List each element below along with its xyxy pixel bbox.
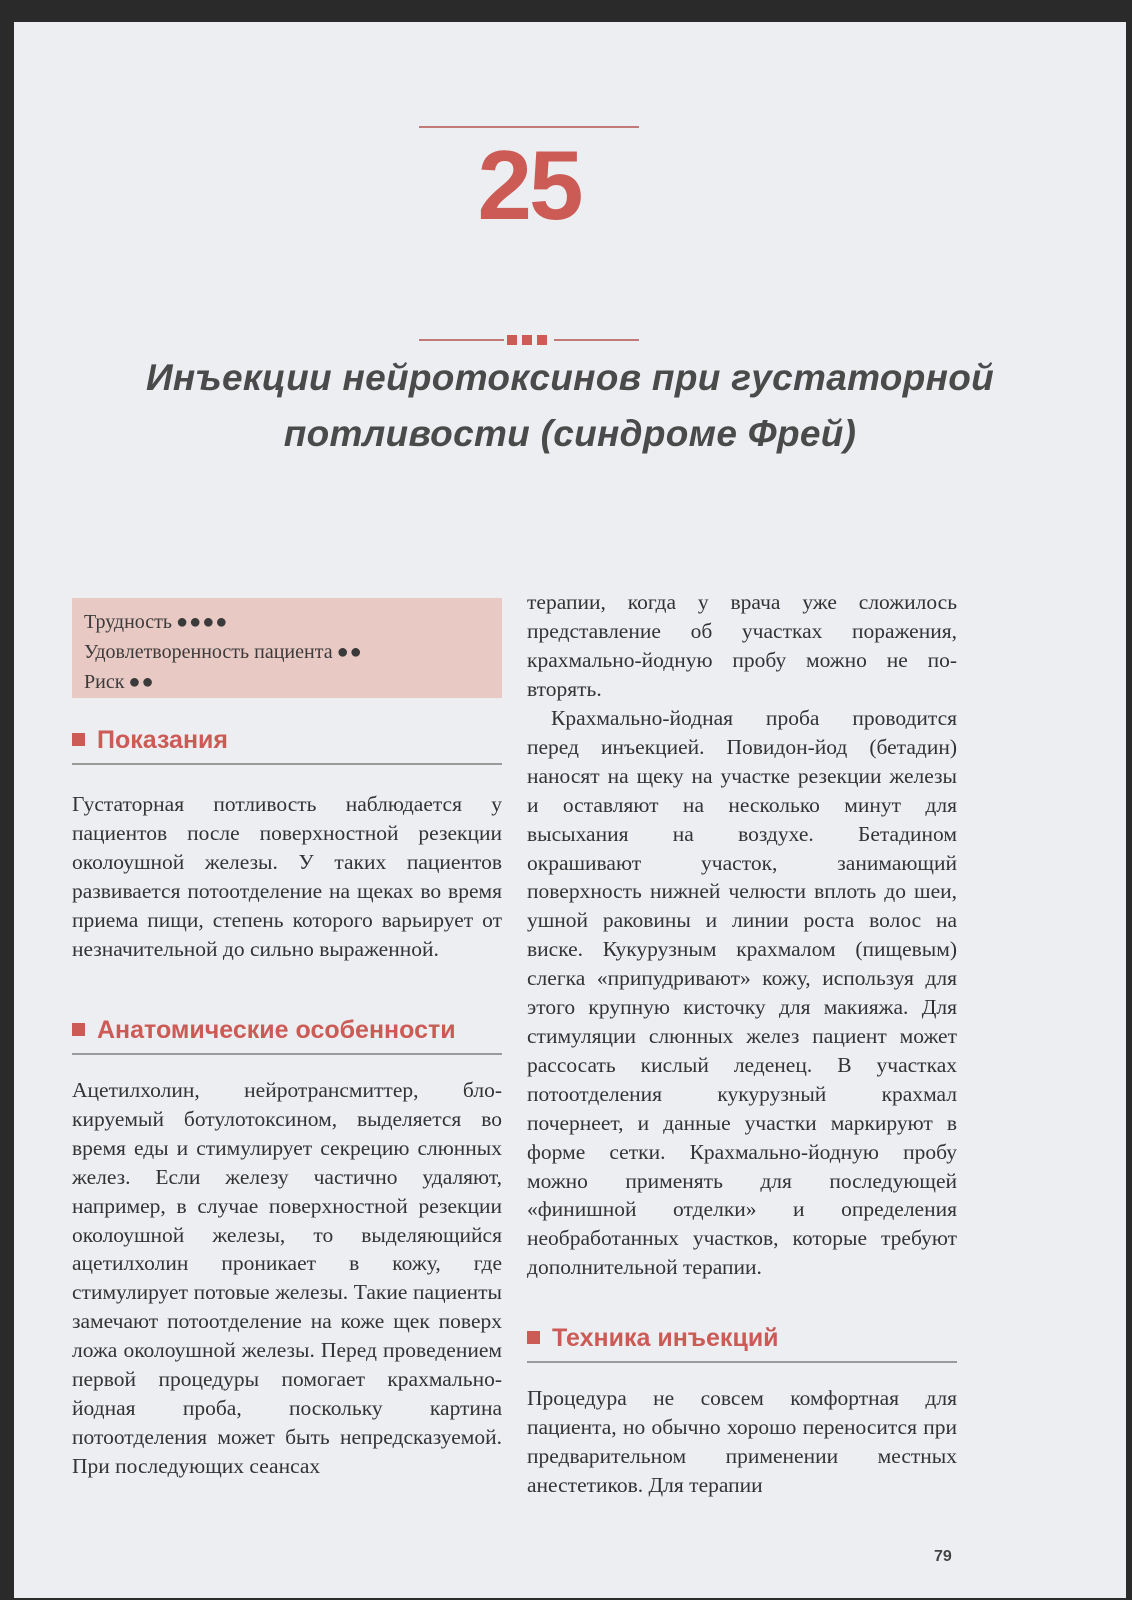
- section-heading-anatomy: [72, 1016, 502, 1055]
- square-ornament: [507, 335, 517, 345]
- satisfaction-label: Удовлетворенность пациента: [84, 641, 333, 663]
- satisfaction-dots: ●●: [336, 641, 363, 663]
- chapter-title: [14, 350, 1126, 462]
- square-ornament: [522, 335, 532, 345]
- book-page: [14, 22, 1126, 1598]
- difficulty-dots: ●●●●: [176, 611, 229, 633]
- square-bullet-icon: [72, 733, 85, 746]
- section-heading-indications: [72, 726, 502, 765]
- chapter-title-line-1: Инъекции нейротоксинов при густаторной: [145, 357, 995, 398]
- difficulty-rating: [84, 607, 228, 637]
- rating-box: [72, 598, 502, 698]
- square-bullet-icon: [527, 1331, 540, 1344]
- paragraph-anatomy-continued: терапии, когда у врача уже сложилось представление об участках поражения, крахмально-йодную пробу можно не повторять.: [527, 590, 957, 701]
- chapter-rule-top: [419, 126, 639, 128]
- paragraph-technique: Процедура не совсем комфортная для пациента, но обычно хорошо переносится при предварительном применении местных анестетиков. Для терапии: [527, 1386, 957, 1497]
- paragraph-starch-test: Крахмально-йодная проба проводится перед инъекцией. Повидон-йод (бетадин) наносят на щеку на участке резекции железы и оставляют на несколько минут для высыхания на воздухе. Бетадином окрашивают участок, занимающий поверхность нижней челюсти вплоть до шеи, ушной раковины и линии роста волос на виске. Кукурузным крахмалом (пищевым) слегка «припудривают» кожу, используя для этого крупную кисточку для макияжа. Для стимуляции слюнных желез пациент может рассосать кислый леденец. В участках потоотделения кукурузный крахмал почернеет, и данные участки маркируют в форме сетки. Крахмально-йодную пробу можно применять для последующей «финишной отделки» и определения необработанных участков, которые требуют дополнительной терапии.: [527, 706, 957, 1280]
- section-heading-text: Техника инъекций: [552, 1324, 779, 1352]
- paragraph-indications: Густаторная потливость наблюдается у пациентов после поверхностной резекции околоушной железы. У таких пациентов развивается потоотделение на щеках во время приема пищи, степень которого варьирует от незначительной до сильно выраженной.: [72, 792, 502, 961]
- square-bullet-icon: [72, 1023, 85, 1036]
- chapter-number: 25: [477, 130, 581, 240]
- risk-label: Риск: [84, 671, 125, 693]
- square-ornament: [537, 335, 547, 345]
- risk-rating: [84, 667, 155, 697]
- difficulty-label: Трудность: [84, 611, 173, 633]
- satisfaction-rating: [84, 637, 363, 667]
- section-heading-text: Анатомические особенности: [97, 1016, 456, 1044]
- risk-dots: ●●: [128, 671, 155, 693]
- page-number: 79: [934, 1548, 952, 1565]
- section-heading-text: Показания: [97, 726, 229, 754]
- section-heading-technique: [527, 1324, 957, 1363]
- chapter-marker: [419, 126, 639, 266]
- paragraph-anatomy: Ацетилхолин, нейротрансмиттер, блокируемый ботулотоксином, выделяется во время еды и стимулирует секрецию слюнных желез. Если железу частично удаляют, например, в случае поверхностной резекции околоушной железы, то выделяющийся ацетилхолин проникает в кожу, где стимулирует потовые железы. Такие пациенты замечают потоотделение на коже щек поверх ложа околоушной железы. Перед проведением первой процедуры помогает крахмально-йодная проба, поскольку картина потоотделения может быть непредсказуемой. При последующих сеансах: [72, 1078, 502, 1478]
- chapter-title-line-2: потливости (синдроме Фрей): [283, 413, 857, 454]
